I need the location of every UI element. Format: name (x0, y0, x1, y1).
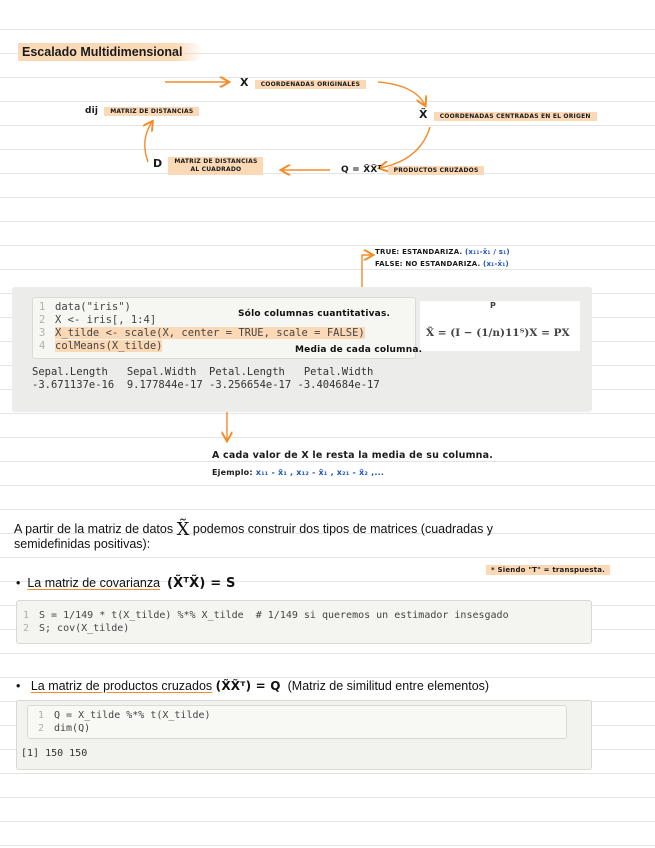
example-line: Ejemplo: x₁₁ - x̄₁ , x₁₂ - x̄₁ , x₂₁ - x̄₂ ,... (212, 468, 385, 477)
annotation-mean: Media de cada columna. (295, 345, 423, 355)
code-output-header: Sepal.Length Sepal.Width Petal.Length Petal.Width (32, 366, 374, 378)
code-line: Q = X_tilde %*% t(X_tilde) (54, 710, 211, 721)
code-line: X <- iris[, 1:4] (55, 314, 157, 326)
arrow-x-to-xtilde (378, 82, 425, 105)
code-output-dim: [1] 150 150 (21, 748, 88, 759)
code-line: dim(Q) (54, 723, 91, 734)
node-dij: dij MATRIZ DE DISTANCIAS (80, 104, 204, 118)
node-xtilde: X̃ COORDENADAS CENTRADAS EN EL ORIGEN (414, 106, 602, 123)
code-editor-3: 1 Q = X_tilde %*% t(X_tilde) 2 dim(Q) (27, 705, 567, 739)
formula-p-label: P (490, 301, 497, 310)
explanation-line: A cada valor de X le resta la media de su columna. (212, 450, 494, 461)
code-block-2: 1 S = 1/149 * t(X_tilde) %*% X_tilde # 1/149 si queremos un estimador insesgado 2 S; cov(X_tilde) (16, 600, 592, 644)
transpose-note: * Siendo "T" = transpuesta. (486, 565, 610, 575)
code-line: S = 1/149 * t(X_tilde) %*% X_tilde # 1/149 si queremos un estimador insesgado (39, 610, 509, 621)
bullet-cross-products: • La matriz de productos cruzados (X̃X̃ᵀ) = Q (Matriz de similitud entre elementos) (16, 679, 490, 693)
node-q: Q = X̃X̃ᵀ PRODUCTOS CRUZADOS (336, 163, 489, 177)
intro-paragraph: A partir de la matriz de datos X̃ podemos construir dos tipos de matrices (cuadradas y semidefinidas positivas): (14, 519, 494, 551)
page-title: Escalado Multidimensional (18, 43, 202, 61)
code-block-3 (16, 700, 592, 770)
code-line: S; cov(X_tilde) (39, 623, 130, 634)
node-x: X COORDENADAS ORIGINALES (235, 74, 371, 91)
code-output-values: -3.671137e-16 9.177844e-17 -3.256654e-17 -3.404684e-17 (32, 379, 380, 391)
code-editor-1: 1 data("iris") 2 X <- iris[, 1:4] 3 X_tilde <- scale(X, center = TRUE, scale = FALSE) 4 colMeans(X_tilde) (32, 297, 416, 359)
node-d: D MATRIZ DE DISTANCIAS AL CUADRADO (148, 155, 268, 177)
annotation-columns: Sólo columnas cuantitativas. (238, 309, 391, 319)
formula-projection: X̃ = (I − (1/n)11ᵀ)X = PX (426, 327, 570, 339)
bullet-covariance: • La matriz de covarianza (X̃ᵀX̃) = S (16, 576, 236, 591)
arrow-xtilde-to-q (380, 127, 430, 168)
code-line: colMeans(X_tilde) (55, 340, 163, 352)
code-line: data("iris") (55, 301, 131, 313)
formula-box (420, 301, 580, 351)
scale-note: TRUE: ESTANDARIZA. (x₁₁-x̄₁ / s₁) FALSE: NO ESTANDARIZA. (x₁-x̄₁) (375, 248, 510, 268)
code-line: X_tilde <- scale(X, center = TRUE, scale = FALSE) (55, 327, 365, 339)
